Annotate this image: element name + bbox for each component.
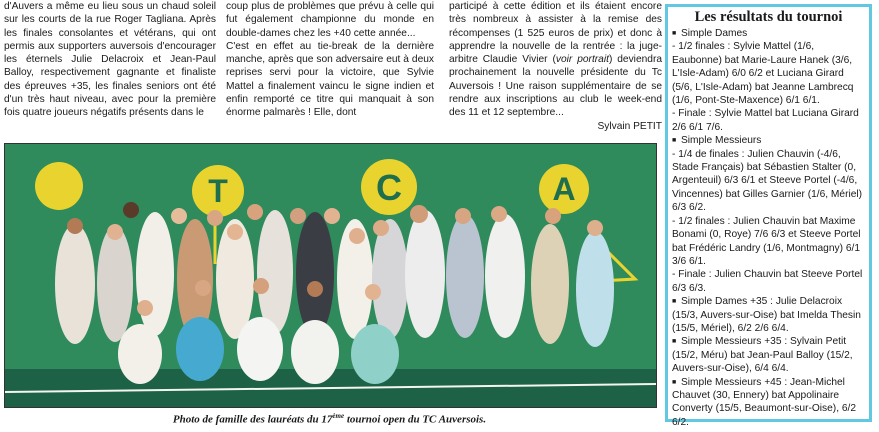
caption-text: tournoi open du TC Auversois. — [344, 413, 487, 426]
article-paragraph: d'Auvers a même eu lieu sous un chaud soleil sur les courts de la rue Roger Tagliana. Après les finales consolantes et vétérans, qui ont permis aux supporters auversois d'encourager les éternels Julie Delacroix et Jean-Paul Balloy, respectivement gagnante et finaliste des épreuves +35, les finales seniors ont été d'un très haut niveau, avec pour la première fois quatre joueurs négatifs présents dans le — [4, 1, 216, 119]
article-paragraph: coup plus de problèmes que prévu à celle qui fut également championne du monde en double-dames chez les +40 cette année... — [226, 1, 434, 39]
results-text: Simple Dames +35 : Julie Delacroix (15/3, Auvers-sur-Oise) bat Imelda Thesin (15/5, Mériel), 6/2 2/6 6/4. — [672, 296, 861, 334]
photo-illustration — [5, 144, 656, 407]
photo-logo-letter: C — [376, 167, 402, 208]
photo-logo-ball — [35, 162, 83, 210]
author-signature: Sylvain PETIT — [597, 120, 662, 132]
results-item — [672, 40, 865, 107]
square-bullet-icon: ■ — [672, 298, 677, 306]
results-text: - 1/2 finales : Julien Chauvin bat Maxime Bonami (0, Roye) 7/6 6/3 et Steeve Portel bat Frédéric Landry (1/6, Montmagny) 6/1 3/6 6/1. — [672, 215, 861, 267]
portrait-reference: voir portrait — [555, 54, 609, 66]
results-text: - Finale : Sylvie Mattel bat Luciana Girard 2/6 6/1 7/6. — [672, 108, 859, 133]
article-paragraph — [449, 0, 662, 120]
article-paragraph: C'est en effet au tie-break de la dernière manche, après que son adversaire eut à deux reprises servi pour la victoire, que Sylvie Mattel a finalement vaincu le signe indien et enfin remporté ce titre qui manquait à son énorme palmarès ! Elle, dont — [226, 40, 434, 119]
results-text: - 1/4 de finales : Julien Chauvin (-4/6, Stade Français) bat Sébastien Stalter (0, Argenteuil) 6/3 6/1 et Steeve Portel (-4/6, Vincennes) bat Gilles Garnier (1/6, Mériel) 6/3 6/2. — [672, 148, 863, 214]
article-column-1 — [4, 0, 216, 120]
results-item — [672, 335, 865, 375]
caption-text: Photo de famille des lauréats du 17 — [172, 413, 333, 426]
group-photo — [4, 143, 657, 408]
results-title: Les résultats du tournoi — [694, 9, 843, 25]
results-text: Simple Messieurs — [681, 135, 762, 147]
results-item — [672, 295, 865, 335]
results-list — [672, 27, 865, 429]
square-bullet-icon: ■ — [672, 378, 677, 386]
results-item — [672, 134, 865, 147]
results-sidebar — [665, 4, 872, 428]
article-text: ) deviendra prochainement la nouvelle présidente du Tc Auversois ! Une raison supplémentaire de se rendre aux inscriptions au club le week-end des 11 et 12 septembre... — [449, 54, 662, 119]
results-text: - Finale : Julien Chauvin bat Steeve Portel 6/3 6/3. — [672, 269, 863, 294]
article-text: participé à cette édition et ils étaient encore très nombreux à assister à la remise des récompenses (1 525 euros de prix) et donc à apprendre la nouvelle de la rentrée : la juge-arbitre Claudie Vivier ( — [449, 1, 662, 66]
photo-logo-letter: A — [552, 171, 576, 207]
photo-caption — [4, 412, 655, 426]
results-item — [672, 268, 865, 295]
results-item — [672, 107, 865, 134]
caption-superscript: ème — [332, 412, 345, 420]
photo-logo-letter: T — [208, 173, 228, 209]
results-text: Simple Dames — [681, 28, 748, 39]
results-item — [672, 27, 865, 40]
results-text: Simple Messieurs +35 : Sylvain Petit (15/2, Méru) bat Jean-Paul Balloy (15/2, Auvers-sur-Oise), 6/4 6/4. — [672, 336, 853, 375]
article-column-3 — [449, 0, 662, 133]
results-text: - 1/2 finales : Sylvie Mattel (1/6, Eaubonne) bat Marie-Laure Hanek (3/6, L'Isle-Adam) 6/0 6/2 et Luciana Girard (5/6, L'Isle-Adam) bat Jeanne Lambrecq (1/6, Pont-Ste-Maxence) 6/1 6/1. — [672, 41, 854, 107]
results-text: Simple Messieurs +45 : Jean-Michel Chauvet (30, Ennery) bat Appolinaire Converty (15/5, Beaumont-sur-Oise), 6/2 6/2. — [672, 376, 857, 428]
results-item — [672, 376, 865, 430]
article-column-2 — [226, 0, 434, 120]
results-item — [672, 148, 865, 215]
square-bullet-icon: ■ — [672, 137, 677, 145]
square-bullet-icon: ■ — [672, 30, 677, 37]
square-bullet-icon: ■ — [672, 338, 677, 346]
results-item — [672, 215, 865, 269]
